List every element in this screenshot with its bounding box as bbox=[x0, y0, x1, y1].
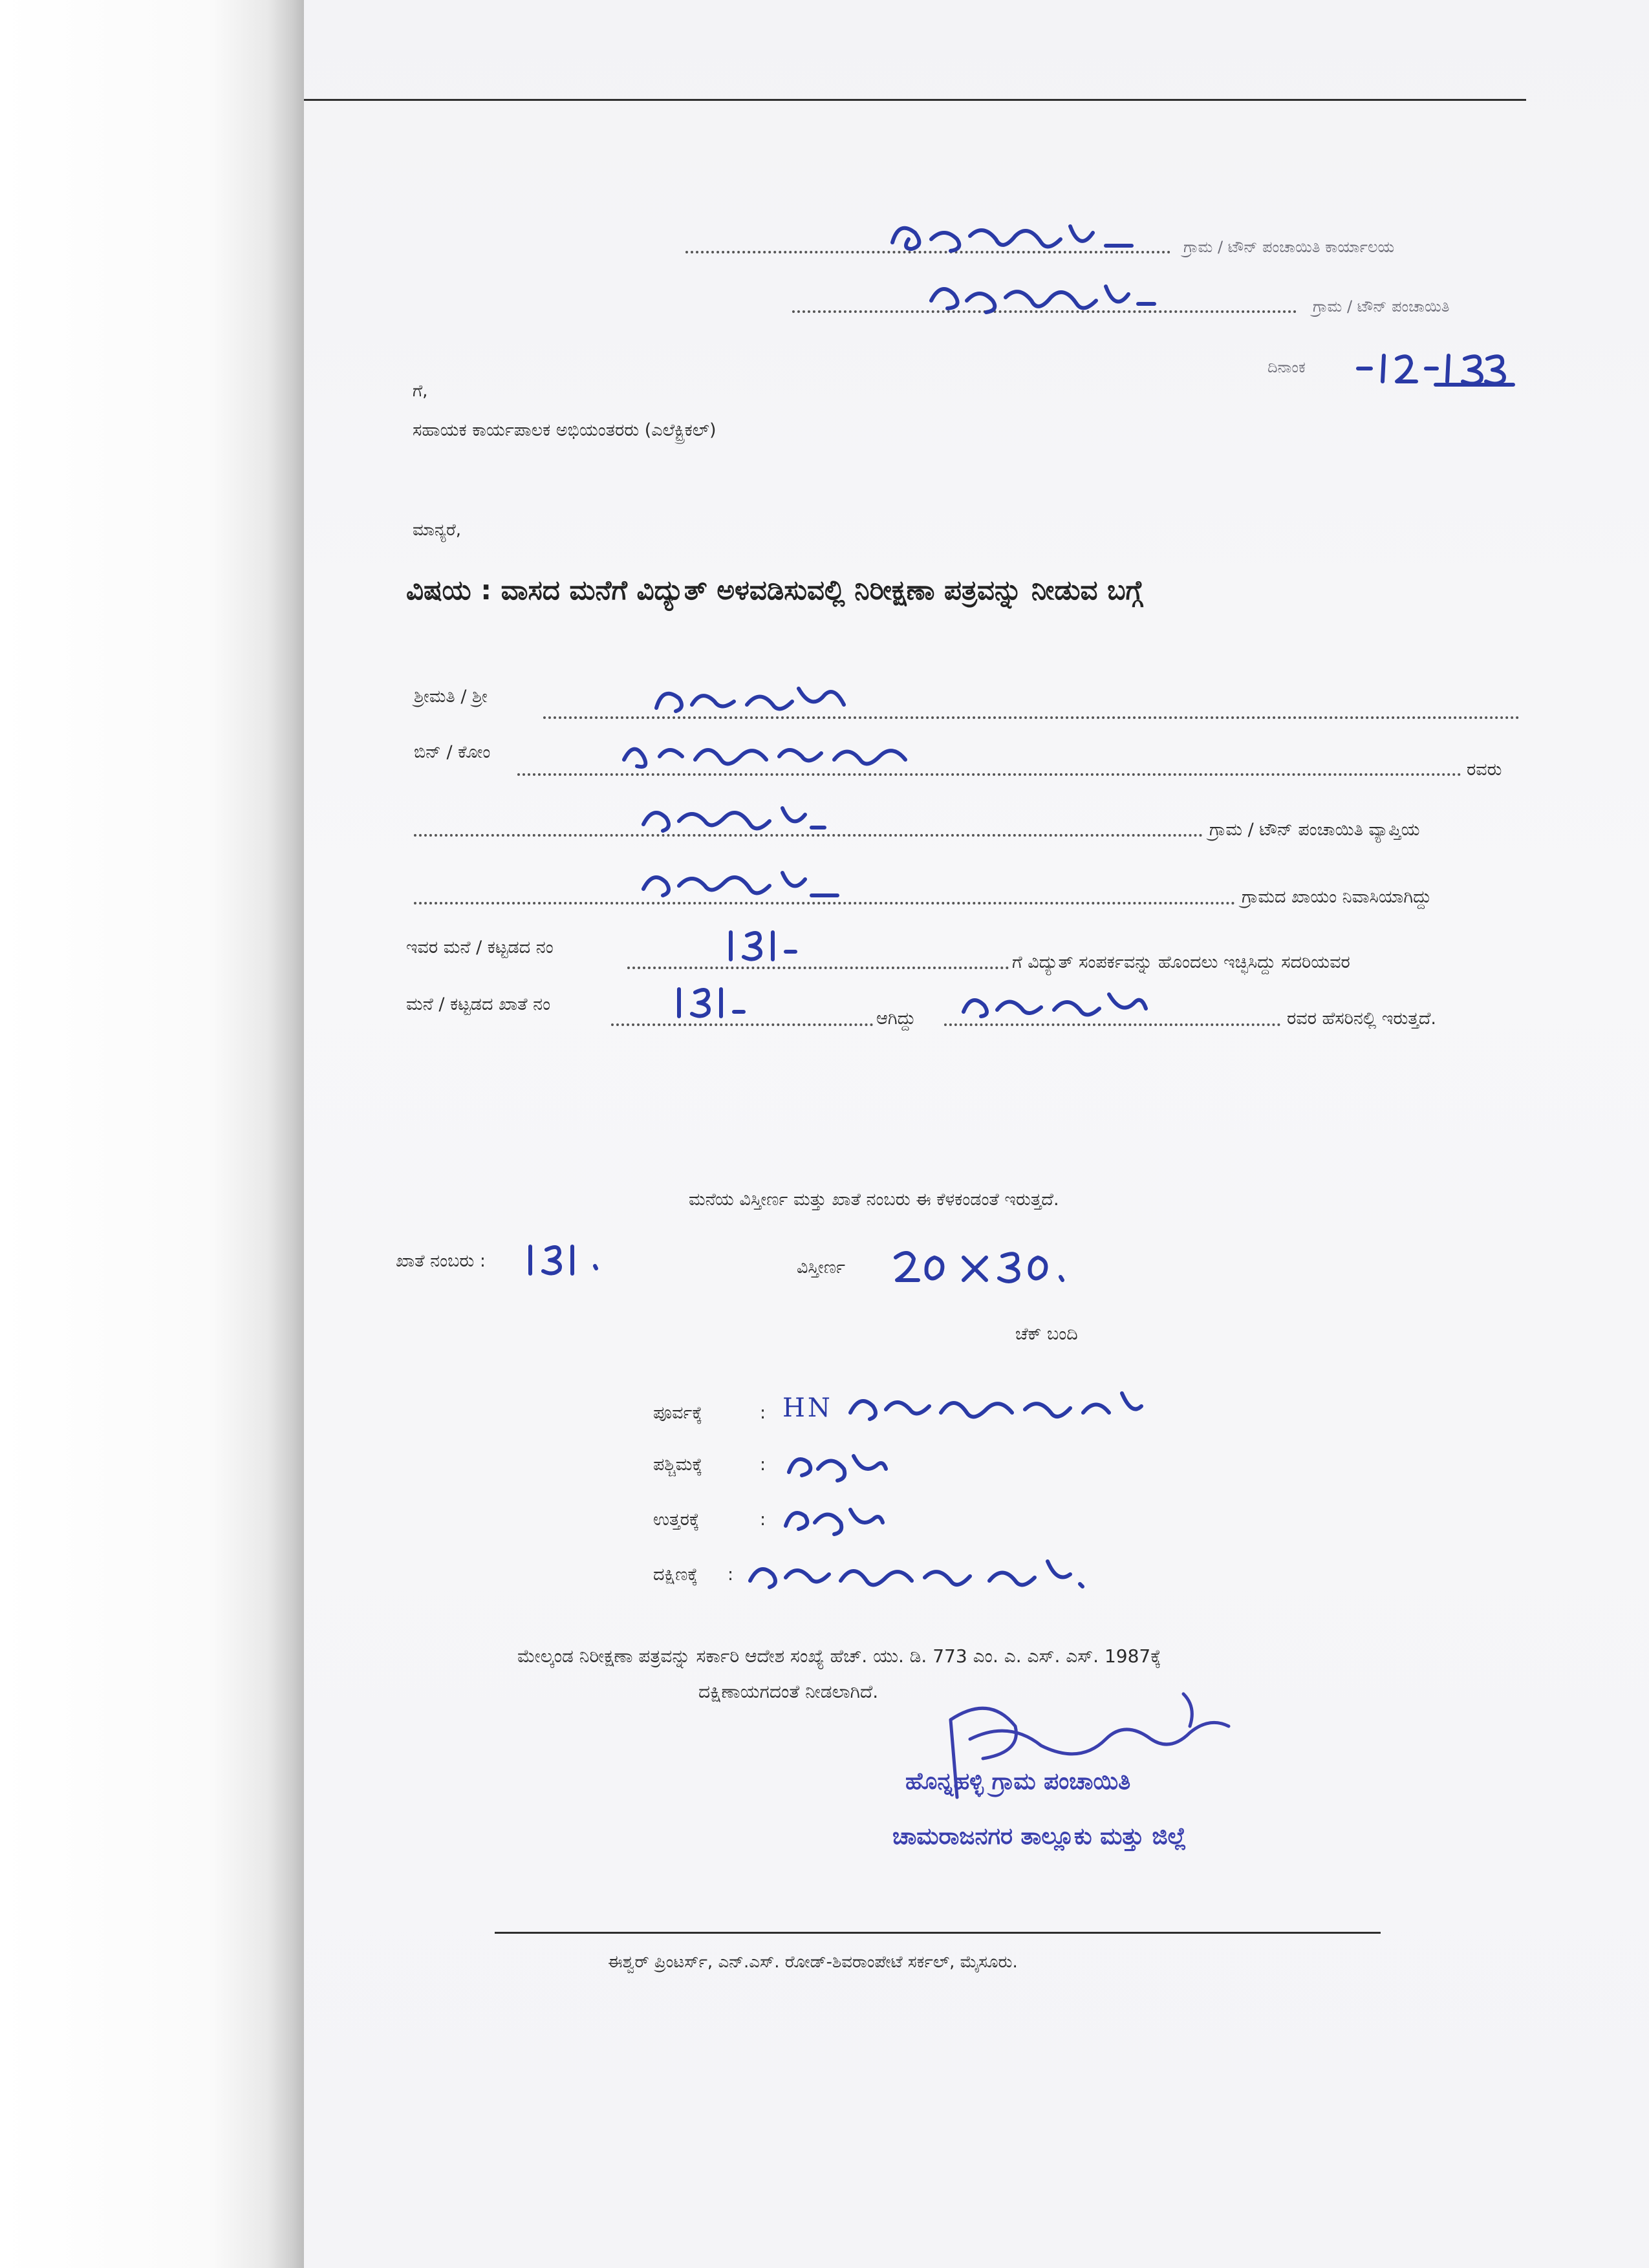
east-initials: HN bbox=[782, 1393, 833, 1423]
handwritten-account-holder bbox=[957, 983, 1151, 1022]
handwritten-place-2 bbox=[925, 275, 1158, 320]
handwritten-account-no bbox=[673, 983, 757, 1022]
handwritten-date bbox=[1352, 349, 1520, 388]
account-dots-2 bbox=[944, 1023, 1280, 1026]
account-mid: ಆಗಿದ್ದು bbox=[876, 1009, 916, 1029]
order-line-1: ಮೇಲ್ಕಂಡ ನಿರೀಕ್ಷಣಾ ಪತ್ರವನ್ನು ಸರ್ಕಾರಿ ಆದೇಶ ಸಂಖ್ಯೆ ಹೆಚ್. ಯು. ಡಿ. 773 ಎಂ. ಎ. ಎಸ್. ಎಸ್. 1987ಕ್ಕೆ bbox=[517, 1645, 1161, 1667]
stamp-line-5: ಚಾಮರಾಜನಗರ ತಾಲ್ಲೂಕು ಮತ್ತು ಜಿಲ್ಲೆ bbox=[892, 1823, 1187, 1850]
date-label: ದಿನಾಂಕ bbox=[1267, 358, 1306, 376]
salutation: ಮಾನ್ಯರೆ, bbox=[413, 520, 462, 540]
handwritten-place-1 bbox=[886, 213, 1145, 265]
east-colon: : bbox=[760, 1403, 766, 1423]
handwritten-village bbox=[637, 795, 831, 840]
handwritten-west bbox=[782, 1443, 892, 1488]
handwritten-east-neighbour bbox=[844, 1384, 1148, 1429]
boundaries-heading: ಚೆಕ್ ಬಂದಿ bbox=[1015, 1324, 1078, 1344]
paper bbox=[304, 0, 1649, 2268]
area-label: ವಿಸ್ತೀರ್ಣ bbox=[797, 1257, 845, 1278]
handwritten-khata-no bbox=[524, 1240, 608, 1279]
account-label: ಮನೆ / ಕಟ್ಟಡದ ಖಾತೆ ನಂ bbox=[406, 994, 551, 1014]
intro-line: ಮನೆಯ ವಿಸ್ತೀರ್ಣ ಮತ್ತು ಖಾತೆ ನಂಬರು ಈ ಕೆಳಕಂಡಂತೆ ಇರುತ್ತದೆ. bbox=[689, 1190, 1059, 1210]
handwritten-area bbox=[889, 1245, 1077, 1290]
relation-label: ಬಿನ್ / ಕೋಂ bbox=[414, 742, 491, 762]
name-label: ಶ್ರೀಮತಿ / ಶ್ರೀ bbox=[414, 687, 488, 707]
south-colon: : bbox=[727, 1565, 734, 1585]
resident-suffix: ಗ್ರಾಮದ ಖಾಯಂ ನಿವಾಸಿಯಾಗಿದ್ದು bbox=[1242, 887, 1432, 907]
account-suffix: ರವರ ಹೆಸರಿನಲ್ಲಿ ಇರುತ್ತದೆ. bbox=[1287, 1009, 1437, 1029]
east-label: ಪೂರ್ವಕ್ಕೆ bbox=[653, 1403, 703, 1423]
house-no-label: ಇವರ ಮನೆ / ಕಟ್ಟಡದ ನಂ bbox=[406, 937, 554, 957]
office-line: ಗ್ರಾಮ / ಟೌನ್ ಪಂಚಾಯಿತಿ ಕಾರ್ಯಾಲಯ bbox=[1183, 238, 1395, 256]
house-no-dots bbox=[627, 967, 1009, 969]
binding-shadow bbox=[0, 0, 304, 2268]
handwritten-north bbox=[779, 1497, 889, 1542]
north-label: ಉತ್ತರಕ್ಕೆ bbox=[653, 1510, 700, 1530]
footer-printer: ಈಶ್ವರ್ ಪ್ರಿಂಟರ್ಸ್, ಎನ್.ಎಸ್. ರೋಡ್-ಶಿವರಾಂಪೇಟೆ ಸರ್ಕಲ್, ಮೈಸೂರು. bbox=[608, 1952, 1018, 1972]
khata-label: ಖಾತೆ ನಂಬರು : bbox=[396, 1251, 486, 1271]
stamp-line-3: ಹೊನ್ನಹಳ್ಳಿ ಗ್ರಾಮ ಪಂಚಾಯಿತಿ bbox=[905, 1768, 1131, 1795]
handwritten-resident-village bbox=[637, 860, 844, 905]
top-rule bbox=[304, 99, 1526, 101]
house-no-suffix: ಗೆ ವಿದ್ಯುತ್ ಸಂಪರ್ಕವನ್ನು ಹೊಂದಲು ಇಚ್ಛಿಸಿದ್ದು ಸದರಿಯವರ bbox=[1012, 952, 1350, 972]
subject-line: ವಿಷಯ : ವಾಸದ ಮನೆಗೆ ವಿದ್ಯುತ್ ಅಳವಡಿಸುವಲ್ಲಿ ನಿರೀಕ್ಷಣಾ ಪತ್ರವನ್ನು ನೀಡುವ ಬಗ್ಗೆ bbox=[406, 574, 1143, 606]
west-label: ಪಶ್ಚಿಮಕ್ಕೆ bbox=[653, 1455, 703, 1475]
recipient-to: ಗೆ, bbox=[413, 381, 428, 401]
north-colon: : bbox=[760, 1510, 766, 1530]
handwritten-name bbox=[650, 676, 863, 721]
order-line-2: ದಕ್ಷಿಣಾಯಗದಂತೆ ನೀಡಲಾಗಿದೆ. bbox=[698, 1681, 879, 1702]
south-label: ದಕ್ಷಿಣಕ್ಕೆ bbox=[653, 1565, 698, 1585]
footer-rule bbox=[495, 1932, 1381, 1934]
recipient-designation: ಸಹಾಯಕ ಕಾರ್ಯಪಾಲಕ ಅಭಿಯಂತರರು (ಎಲೆಕ್ಟ್ರಿಕಲ್) bbox=[413, 420, 717, 440]
handwritten-south-neighbour bbox=[744, 1552, 1093, 1597]
place-line: ಗ್ರಾಮ / ಟೌನ್ ಪಂಚಾಯಿತಿ bbox=[1313, 297, 1450, 316]
account-dots-1 bbox=[611, 1023, 873, 1026]
handwritten-father-name bbox=[618, 731, 928, 776]
relation-suffix: ರವರು bbox=[1467, 760, 1502, 780]
village-suffix: ಗ್ರಾಮ / ಟೌನ್ ಪಂಚಾಯಿತಿ ವ್ಯಾಪ್ತಿಯ bbox=[1209, 820, 1420, 840]
handwritten-house-no bbox=[724, 926, 808, 965]
west-colon: : bbox=[760, 1455, 766, 1475]
